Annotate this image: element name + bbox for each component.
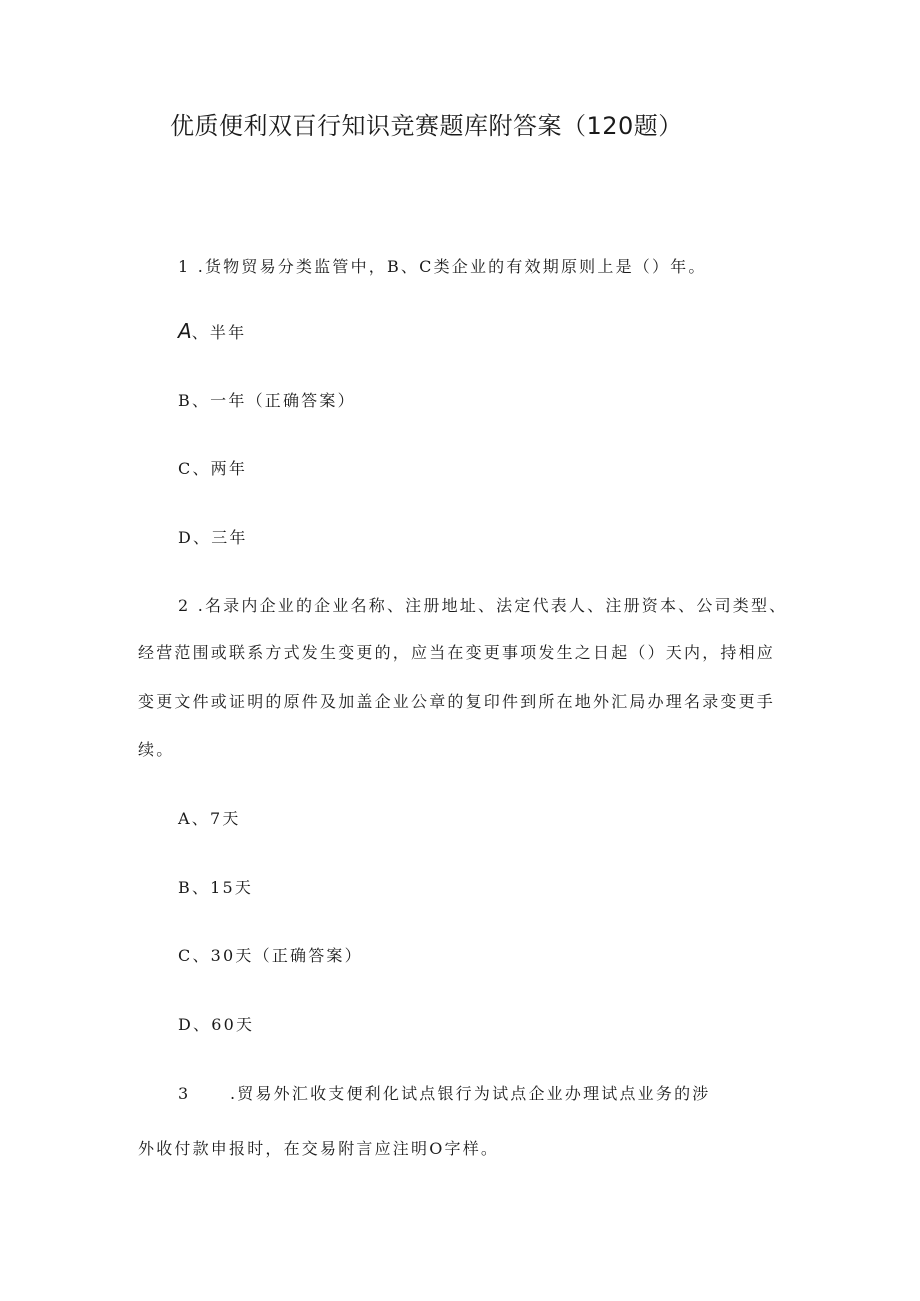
option-letter: B [178,878,192,897]
option-letter: B [178,391,192,410]
option-d [178,525,248,548]
option-d [178,1012,254,1035]
option-letter: A [178,809,192,828]
question-number: 3 [178,1084,191,1103]
option-c [178,456,247,479]
option-text: 、15天 [191,878,254,897]
option-b [178,875,253,898]
question-text: .货物贸易分类监管中，B、C类企业的有效期原则上是（）年。 [197,257,707,276]
option-b [178,388,356,411]
question-text-line: 变更文件或证明的原件及加盖企业公章的复印件到所在地外汇局办理名录变更手 [138,692,776,711]
question-text-line: .名录内企业的企业名称、注册地址、法定代表人、注册资本、公司类型、 [197,596,788,615]
option-text: 、半年 [191,323,247,342]
question-3 [178,1081,711,1104]
question-number: 1 [178,257,191,276]
option-text: 、7天 [191,809,241,828]
question-text-line: 外收付款申报时，在交易附言应注明O字样。 [138,1139,500,1158]
option-text: 、一年（正确答案） [191,391,356,410]
question-text-line: .贸易外汇收支便利化试点银行为试点企业办理试点业务的涉 [230,1084,711,1103]
option-letter: C [178,946,193,965]
option-a [178,319,246,343]
option-text: 、三年 [193,528,248,547]
option-c [178,943,363,966]
option-letter: A [178,319,192,343]
question-2 [178,593,787,616]
document-title: 优质便利双百行知识竞赛题库附答案（120题） [170,112,683,140]
option-letter: D [178,528,194,547]
question-number: 2 [178,596,191,615]
option-text: 、60天 [193,1015,255,1034]
option-letter: C [178,459,193,478]
option-a [178,806,241,829]
question-1 [178,254,707,277]
question-text-line: 经营范围或联系方式发生变更的，应当在变更事项发生之日起（）天内，持相应 [138,643,776,662]
option-text: 、两年 [192,459,248,478]
option-text: 、30天（正确答案） [192,946,363,965]
option-letter: D [178,1015,194,1034]
question-text-line: 续。 [138,740,175,759]
